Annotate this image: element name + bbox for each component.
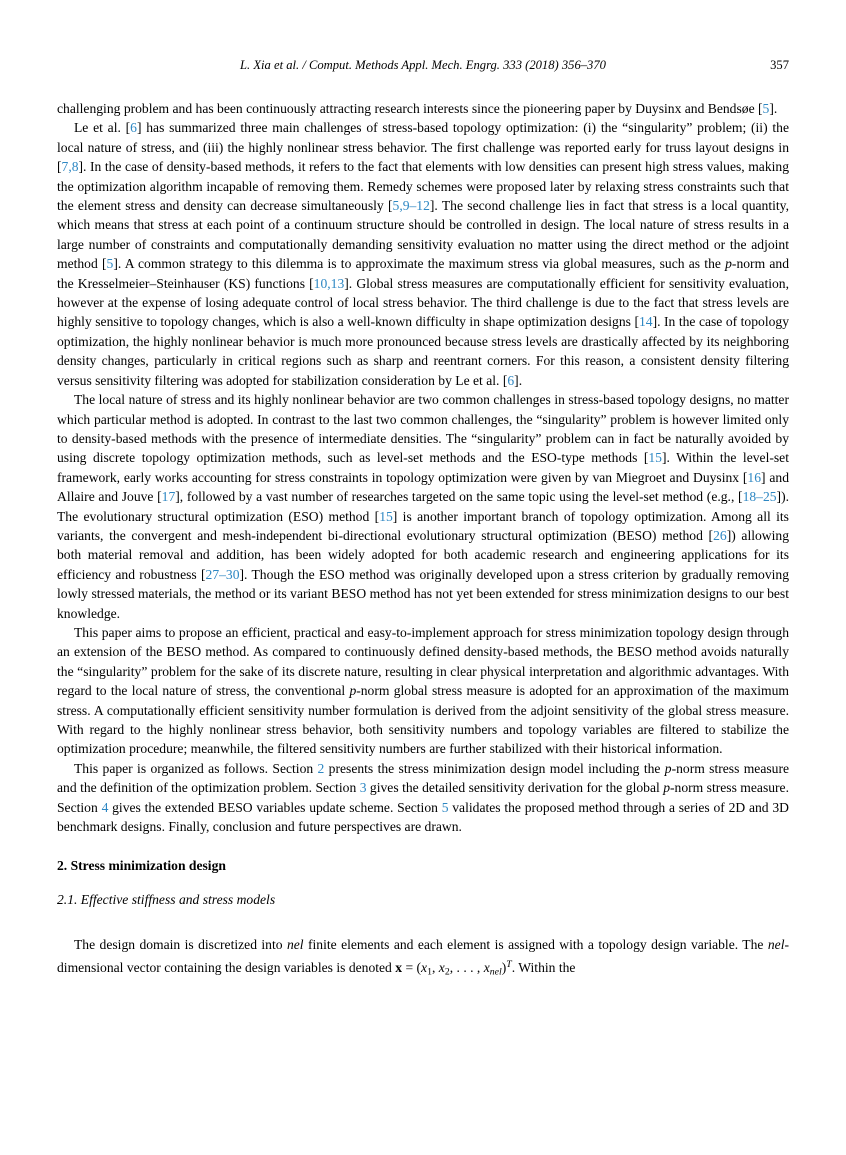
text-run: ) xyxy=(501,959,507,975)
text-run: ]. Within the level-set framework, early works accounting for stress constraints in topology optimization were given by van Miegroet and Duysinx [ xyxy=(57,450,789,485)
text-run: , . . . , xyxy=(449,959,484,975)
text-run: nel xyxy=(767,937,785,953)
citation-link[interactable]: 17 xyxy=(161,489,176,505)
paragraph xyxy=(57,118,789,390)
citation-link[interactable]: 5 xyxy=(106,256,114,272)
text-run: validates the proposed method through a series of 2D and 3D benchmark designs. Finally, conclusion and future perspectives are drawn. xyxy=(57,799,789,835)
text-run: p xyxy=(725,256,732,272)
paragraph xyxy=(57,623,789,759)
text-run: ] has summarized three main challenges of stress-based topology optimization: (i) the “singularity” problem; (ii) the local nature of stress, and (iii) the highly nonlinear stress behavior. The first challenge was reported early for truss layout designs in [ xyxy=(57,120,789,175)
citation-link[interactable]: 6 xyxy=(130,120,137,136)
citation-link[interactable]: 27–30 xyxy=(205,566,240,582)
citation-link[interactable]: 10,13 xyxy=(313,275,345,291)
text-run: ]. In the case of topology optimization, the highly nonlinear behavior is much more pronounced because stress levels are drastically affected by its neighboring density changes, particularly in critical regions such as sharp and reentrant corners. For this reason, a consistent density filtering versus sensitivity filtering was adopted for stabilization consideration by Le et al. [ xyxy=(57,314,789,388)
citation-link[interactable]: 7,8 xyxy=(61,159,79,175)
text-run: -norm global stress measure is adopted for an approximation of the maximum stress. A computationally efficient sensitivity number formulation is derived from the adjoint sensitivity of the global stress measure. With regard to the highly nonlinear stress behavior, both sensitivity numbers and topology variables are filtered to stabilize the optimization procedure; meanwhile, the filtered sensitivity numbers are further stabilized with their historical information. xyxy=(57,683,789,757)
running-title: L. Xia et al. / Comput. Methods Appl. Mech. Engrg. 333 (2018) 356–370 xyxy=(240,58,606,72)
text-run: -norm stress measure. Section xyxy=(57,780,789,815)
text-run: -dimensional vector containing the design variables is denoted xyxy=(57,937,789,975)
text-run: p xyxy=(664,760,672,776)
section-heading: 2. Stress minimization design xyxy=(57,858,226,874)
article-body xyxy=(57,99,789,981)
text-run: ]. Though the ESO method was originally developed upon a stress criterion by gradually removing lowly stressed materials, the method or its variant BESO method has not yet been extended for stress minimization designs to our best knowledge. xyxy=(57,566,790,621)
text-run: nel xyxy=(286,937,304,953)
citation-link[interactable]: 14 xyxy=(638,314,653,330)
citation-link[interactable]: 18–25 xyxy=(742,489,777,505)
paragraph xyxy=(57,390,789,623)
paragraph xyxy=(57,99,789,118)
citation-link[interactable]: 2 xyxy=(317,760,325,776)
text-run: The design domain is discretized into xyxy=(74,937,287,953)
text-run: This paper is organized as follows. Section xyxy=(74,760,318,776)
text-run: ]. In the case of density-based methods, it refers to the fact that elements with low densities can present high stress values, making the optimization algorithm incapable of removing them. Remedy schemes were proposed later by relaxing stress constraints such that the element stress and density can decrease simultaneously [ xyxy=(57,159,789,214)
text-run: T xyxy=(506,958,512,970)
text-run: p xyxy=(663,780,670,796)
text-run: x xyxy=(421,959,428,975)
text-run: p xyxy=(349,683,357,699)
paragraph xyxy=(57,935,789,981)
text-run: -norm and the Kresselmeier–Steinhauser (KS) functions [ xyxy=(57,256,789,291)
text-run: -norm stress measure and the definition of the optimization problem. Section xyxy=(57,760,790,796)
citation-link[interactable]: 3 xyxy=(359,780,367,796)
text-run: nel xyxy=(489,965,502,977)
citation-link[interactable]: 15 xyxy=(379,508,393,524)
text-run: 2 xyxy=(444,965,450,977)
text-run: ], followed by a vast number of researches targeted on the same topic using the level-set method (e.g., [ xyxy=(175,489,743,505)
text-run: ] and Allaire and Jouve [ xyxy=(57,469,789,505)
citation-link[interactable]: 4 xyxy=(101,799,109,815)
text-run: ]) allowing both material removal and addition, has been widely adopted for both academic research and engineering applications for its efficiency and robustness [ xyxy=(57,527,789,582)
text-run: This paper aims to propose an efficient, practical and easy-to-implement approach for stress minimization topology design through an extension of the BESO method. As compared to continuously defined density-based methods, the BESO method avoids naturally the “singularity” problem for the sake of its discrete nature, resulting in clear physical interpretation and algorithmic advantages. With regard to the local nature of stress, the conventional xyxy=(57,624,789,699)
page-header xyxy=(57,58,789,73)
text-run: ]. A common strategy to this dilemma is to approximate the maximum stress via global measures, such as the xyxy=(113,256,726,272)
text-run: = ( xyxy=(402,959,422,975)
text-run: ]. xyxy=(769,101,778,116)
citation-link[interactable]: 5,9–12 xyxy=(392,198,430,214)
text-run: ]. Global stress measures are computationally efficient for sensitivity evaluation, however at the expense of losing adequate control of local stress behavior. The third challenge is due to the fact that stress levels are highly sensitive to topology changes, which is also a well-known difficulty in shape optimization designs [ xyxy=(57,275,789,330)
text-run: . Within the xyxy=(511,959,576,975)
text-run: ] is another important branch of topology optimization. Among all its variants, the convergent and mesh-independent bi-directional evolutionary structural optimization (BESO) method [ xyxy=(57,508,789,543)
text-run: x xyxy=(438,959,445,975)
citation-link[interactable]: 16 xyxy=(747,469,762,485)
text-run: , xyxy=(431,959,439,975)
text-run: finite elements and each element is assigned with a topology design variable. The xyxy=(303,937,768,953)
citation-link[interactable]: 15 xyxy=(648,450,662,466)
text-run: ]). The evolutionary structural optimization (ESO) method [ xyxy=(57,489,789,524)
text-run: gives the detailed sensitivity derivation for the global xyxy=(366,780,664,796)
text-run: ]. xyxy=(514,372,523,388)
text-run: 1 xyxy=(427,965,432,977)
text-run: presents the stress minimization design model including the xyxy=(324,760,665,776)
citation-link[interactable]: 5 xyxy=(762,101,770,116)
text-run: gives the extended BESO variables update scheme. Section xyxy=(108,799,442,815)
citation-link[interactable]: 6 xyxy=(507,372,515,388)
text-run: x xyxy=(395,959,403,975)
text-run: The local nature of stress and its highly nonlinear behavior are two common challenges in stress-based topology designs, no matter which particular method is adopted. In contrast to the last two common challenges, the “singularity” problem is however limited only to density-based methods with the presence of intermediate densities. The “singularity” problem can in fact be naturally avoided by using discrete topology optimization methods, such as level-set methods and the ESO-type methods [ xyxy=(57,392,789,466)
text-run: Le et al. [ xyxy=(74,120,131,136)
subsection-heading: 2.1. Effective stiffness and stress models xyxy=(57,891,276,907)
text-run: ]. The second challenge lies in fact that stress is a local quantity, which means that stress at each point of a continuum structure should be controlled in design. The local nature of stress results in a large number of constraints and computationally demanding sensitivity evaluation no matter using the direct method or the adjoint method [ xyxy=(57,198,789,272)
paragraph xyxy=(57,759,789,837)
text-run: challenging problem and has been continuously attracting research interests since the pioneering paper by Duysinx and Bendsøe [ xyxy=(57,101,763,116)
citation-link[interactable]: 5 xyxy=(441,799,449,815)
citation-link[interactable]: 26 xyxy=(713,527,727,543)
text-run: x xyxy=(483,959,490,975)
page-number: 357 xyxy=(770,58,789,72)
